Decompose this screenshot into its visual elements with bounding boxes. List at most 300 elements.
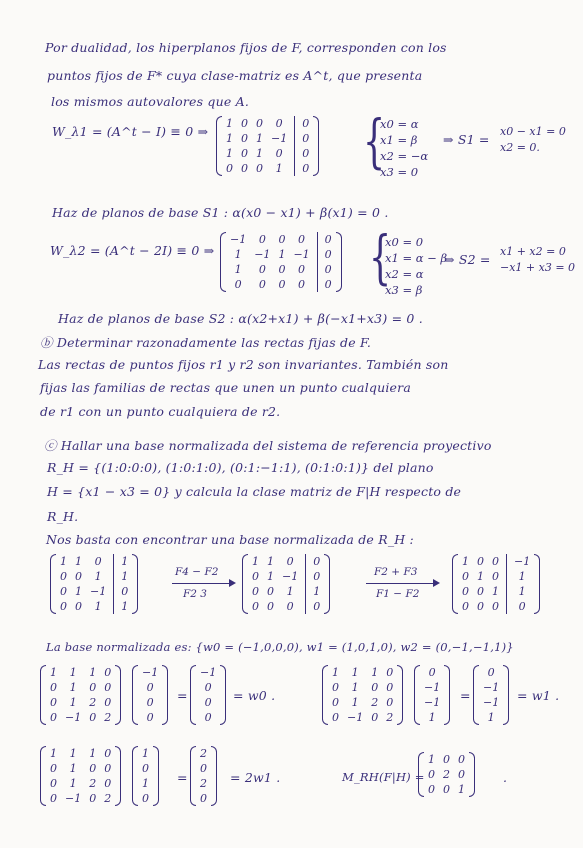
- matrix-row: [510, 599, 534, 614]
- matrix-entry: 0: [121, 585, 129, 598]
- matrix-entry: −1: [271, 132, 288, 145]
- reduction-matrix-2-right: [309, 554, 324, 614]
- matrix-entry: 2: [386, 711, 394, 724]
- matrix-entry: 0: [252, 585, 259, 598]
- product-3-vector-grid: [138, 746, 153, 806]
- matrix-row: [458, 584, 503, 599]
- matrix-entry: 0: [258, 278, 266, 291]
- matrix-entry: 0: [89, 711, 97, 724]
- product-3-matrix: [40, 746, 121, 806]
- matrix-row: [510, 584, 534, 599]
- matrix-row: [56, 584, 110, 599]
- text-line: de r1 con un punto cualquiera de r2.: [40, 404, 281, 419]
- matrix-entry: −1: [282, 570, 299, 583]
- matrix-row: [196, 710, 220, 725]
- matrix-entry: 0: [104, 696, 112, 709]
- matrix-entry: 1: [428, 753, 435, 766]
- matrix-entry: 0: [458, 753, 465, 766]
- matrix-row: [420, 680, 444, 695]
- matrix-entry: 0: [50, 711, 57, 724]
- matrix-entry: 1: [226, 132, 233, 145]
- matrix-entry: 0: [313, 555, 321, 568]
- matrix-row: [458, 599, 503, 614]
- matrix-row: [328, 665, 397, 680]
- matrix-entry: 0: [241, 147, 248, 160]
- matrix-row: [196, 695, 220, 710]
- matrix-row: [196, 680, 220, 695]
- matrix-entry: 0: [89, 762, 97, 775]
- haz-line-1: Haz de planos de base S1 : α(x0 − x1) + β(x1) = 0 .: [52, 205, 389, 220]
- matrix-entry: −1: [424, 696, 441, 709]
- matrix-entry: 0: [324, 233, 332, 246]
- matrix-entry: 2: [89, 696, 97, 709]
- matrix-entry: 1: [69, 762, 77, 775]
- matrix-row: [479, 665, 503, 680]
- equals-sign: =: [177, 688, 188, 703]
- system-1: x0 = α x1 = β x2 = −α x3 = 0: [380, 117, 429, 179]
- matrix-row: [117, 554, 132, 569]
- matrix-entry: 0: [275, 147, 283, 160]
- reduction-matrix-3-left: [458, 554, 503, 614]
- reduction-matrix-3-right: [510, 554, 534, 614]
- matrix-entry: 0: [60, 570, 67, 583]
- matrix-entry: 0: [252, 570, 259, 583]
- haz-line-2: Haz de planos de base S2 : α(x2+x1) + β(−x1+x3) = 0 .: [58, 311, 423, 326]
- matrix-row: [196, 776, 211, 791]
- matrix-row: [424, 767, 469, 782]
- matrix-row: [222, 116, 291, 131]
- matrix-entry: 1: [518, 570, 526, 583]
- matrix-entry: 0: [332, 711, 339, 724]
- matrix-entry: 0: [94, 555, 102, 568]
- matrix-entry: 1: [50, 747, 57, 760]
- text-line: fijas las familias de rectas que unen un punto cualquiera: [40, 380, 411, 395]
- matrix-entry: 1: [313, 585, 321, 598]
- matrix-entry: 1: [69, 777, 77, 790]
- matrix-row: [479, 695, 503, 710]
- matrix-entry: 0: [50, 792, 57, 805]
- matrix-entry: 0: [313, 570, 321, 583]
- matrix-entry: 1: [69, 681, 77, 694]
- matrix-row: [420, 665, 444, 680]
- matrix-entry: −1: [483, 681, 500, 694]
- matrix-entry: −1: [65, 711, 82, 724]
- matrix-entry: 1: [69, 666, 77, 679]
- matrix-entry: 1: [462, 555, 469, 568]
- matrix-entry: −1: [424, 681, 441, 694]
- matrix-entry: 0: [298, 233, 306, 246]
- row-op-label: F2 + F3: [374, 566, 418, 578]
- matrix-entry: 0: [428, 768, 435, 781]
- matrix-entry: 0: [146, 681, 154, 694]
- brace: {: [363, 107, 386, 175]
- matrix-row: [226, 247, 314, 262]
- matrix-entry: 0: [302, 117, 310, 130]
- matrix-entry: 1: [60, 555, 67, 568]
- matrix-entry: 1: [351, 696, 359, 709]
- matrix-entry: 0: [302, 162, 310, 175]
- product-2-matrix: [322, 665, 403, 725]
- matrix-entry: 0: [104, 681, 112, 694]
- matrix-entry: 0: [256, 117, 263, 130]
- matrix-entry: 2: [200, 777, 207, 790]
- product-3-result: [190, 746, 217, 806]
- result-label: = w0 .: [233, 688, 276, 703]
- product-2-matrix-grid: [328, 665, 397, 725]
- matrix-entry: −1: [254, 248, 271, 261]
- matrix-entry: 0: [518, 600, 526, 613]
- matrix-entry: 0: [492, 570, 499, 583]
- matrix-entry: −1: [514, 555, 531, 568]
- matrix-entry: 0: [258, 233, 266, 246]
- matrix-entry: 0: [204, 696, 212, 709]
- matrix-entry: 1: [142, 777, 149, 790]
- matrix-entry: 0: [146, 696, 154, 709]
- matrix-entry: 0: [428, 666, 436, 679]
- matrix-entry: 1: [256, 147, 263, 160]
- product-3-matrix-grid: [46, 746, 115, 806]
- matrix-entry: 0: [267, 585, 274, 598]
- matrix-entry: 0: [313, 600, 321, 613]
- matrix-entry: 0: [492, 555, 499, 568]
- matrix-entry: 1: [267, 570, 274, 583]
- matrix-entry: 0: [89, 792, 97, 805]
- matrix-entry: 0: [428, 783, 435, 796]
- text-line: Por dualidad, los hiperplanos fijos de F, corresponden con los: [45, 40, 447, 55]
- brace: {: [369, 223, 392, 291]
- matrix-row: [46, 761, 115, 776]
- matrix-row: [138, 710, 162, 725]
- matrix-entry: 0: [241, 132, 248, 145]
- reduction-matrix-2-left: [248, 554, 302, 614]
- matrix-entry: 0: [278, 263, 286, 276]
- reduction-matrix-1-right: [117, 554, 132, 614]
- matrix-row: [46, 776, 115, 791]
- matrix-entry: 0: [89, 681, 97, 694]
- matrix-entry: 0: [200, 792, 207, 805]
- matrix-entry: 1: [75, 555, 82, 568]
- matrix-row: [138, 695, 162, 710]
- matrix-w2: [220, 232, 342, 292]
- reduction-matrix-1: [50, 554, 138, 614]
- matrix-row: [226, 232, 314, 247]
- class-matrix: [418, 752, 475, 797]
- matrix-entry: 0: [371, 681, 379, 694]
- part-b-title: ⓑ Determinar razonadamente las rectas fijas de F.: [40, 335, 372, 350]
- matrix-row: [298, 116, 313, 131]
- matrix-row: [56, 569, 110, 584]
- matrix-entry: 1: [458, 783, 465, 796]
- matrix-entry: 0: [286, 600, 294, 613]
- matrix-row: [117, 584, 132, 599]
- matrix-row: [328, 680, 397, 695]
- row-op-label: F1 − F2: [376, 588, 420, 600]
- text-line: H = {x1 − x3 = 0} y calcula la clase matriz de F|H respecto de: [47, 484, 462, 499]
- matrix-entry: 1: [278, 248, 286, 261]
- matrix-entry: 1: [142, 747, 149, 760]
- matrix-entry: 2: [371, 696, 379, 709]
- matrix-w1-left: [222, 116, 291, 176]
- matrix-entry: 0: [443, 753, 450, 766]
- matrix-entry: 0: [204, 711, 212, 724]
- matrix-row: [420, 710, 444, 725]
- matrix-row: [248, 599, 302, 614]
- matrix-row: [46, 746, 115, 761]
- matrix-row: [138, 791, 153, 806]
- matrix-entry: 0: [386, 666, 394, 679]
- matrix-row: [196, 665, 220, 680]
- matrix-row: [479, 680, 503, 695]
- matrix-entry: 1: [332, 666, 339, 679]
- part-c-title: ⓒ Hallar una base normalizada del sistema de referencia proyectivo: [44, 438, 492, 453]
- matrix-entry: −1: [142, 666, 159, 679]
- matrix-row: [321, 247, 336, 262]
- matrix-entry: 1: [518, 585, 526, 598]
- matrix-entry: 0: [278, 278, 286, 291]
- product-2-result: [473, 665, 509, 725]
- text-line: Las rectas de puntos fijos r1 y r2 son invariantes. También son: [38, 357, 449, 372]
- product-3-result-grid: [196, 746, 211, 806]
- matrix-entry: 0: [50, 762, 57, 775]
- matrix-entry: 0: [462, 600, 469, 613]
- matrix-row: [248, 584, 302, 599]
- matrix-row: [420, 695, 444, 710]
- matrix-entry: −1: [347, 711, 364, 724]
- product-3-vector: [132, 746, 159, 806]
- matrix-row: [510, 569, 534, 584]
- matrix-entry: 1: [89, 747, 97, 760]
- matrix-entry: 1: [50, 666, 57, 679]
- matrix-entry: 0: [332, 681, 339, 694]
- matrix-entry: 0: [298, 278, 306, 291]
- matrix-row: [196, 791, 211, 806]
- matrix-entry: 1: [89, 666, 97, 679]
- s1-label: ⇒ S1 =: [443, 132, 490, 147]
- matrix-entry: 0: [104, 762, 112, 775]
- matrix-entry: −1: [293, 248, 310, 261]
- matrix-entry: 0: [371, 711, 379, 724]
- matrix-entry: −1: [230, 233, 247, 246]
- matrix-entry: 0: [104, 747, 112, 760]
- matrix-row: [226, 277, 314, 292]
- matrix-entry: 0: [104, 777, 112, 790]
- matrix-entry: 1: [275, 162, 283, 175]
- matrix-row: [46, 710, 115, 725]
- product-2-result-grid: [479, 665, 503, 725]
- matrix-row: [222, 146, 291, 161]
- product-2-vector-grid: [420, 665, 444, 725]
- matrix-entry: 2: [104, 711, 112, 724]
- matrix-row: [117, 599, 132, 614]
- matrix-row: [321, 232, 336, 247]
- reduction-matrix-2: [242, 554, 330, 614]
- matrix-entry: 0: [477, 585, 484, 598]
- matrix-row: [46, 665, 115, 680]
- matrix-entry: 0: [75, 570, 82, 583]
- matrix-entry: 1: [226, 147, 233, 160]
- matrix-row: [56, 599, 110, 614]
- matrix-entry: 1: [69, 696, 77, 709]
- matrix-entry: 0: [386, 696, 394, 709]
- matrix-entry: 1: [75, 585, 82, 598]
- w2-equation: W_λ2 = (A^t − 2I) ≡ 0 ⇒: [50, 243, 215, 258]
- matrix-entry: 1: [492, 585, 499, 598]
- period: .: [503, 770, 508, 785]
- matrix-entry: 0: [50, 696, 57, 709]
- matrix-entry: −1: [483, 696, 500, 709]
- matrix-entry: 0: [324, 263, 332, 276]
- matrix-row: [479, 710, 503, 725]
- matrix-entry: 0: [60, 585, 67, 598]
- matrix-entry: 0: [204, 681, 212, 694]
- matrix-row: [424, 782, 469, 797]
- matrix-entry: 1: [267, 555, 274, 568]
- row-op-label: F2 3: [183, 588, 207, 600]
- matrix-entry: −1: [200, 666, 217, 679]
- matrix-entry: 0: [462, 570, 469, 583]
- w1-equation: W_λ1 = (A^t − I) ≡ 0 ⇒: [52, 124, 209, 139]
- equals-sign: =: [460, 688, 471, 703]
- matrix-entry: 1: [121, 600, 129, 613]
- matrix-entry: 1: [234, 248, 242, 261]
- text-line: R_H = {(1:0:0:0), (1:0:1:0), (0:1:−1:1), (0:1:0:1)} del plano: [47, 460, 434, 475]
- matrix-entry: 0: [487, 666, 495, 679]
- equals-sign: =: [177, 770, 188, 785]
- matrix-entry: 0: [492, 600, 499, 613]
- product-2-vector: [414, 665, 450, 725]
- result-label: = 2w1 .: [230, 770, 281, 785]
- matrix-entry: −1: [65, 792, 82, 805]
- matrix-row: [46, 695, 115, 710]
- matrix-entry: 2: [200, 747, 207, 760]
- matrix-entry: 0: [256, 162, 263, 175]
- normalized-basis: La base normalizada es: {w0 = (−1,0,0,0), w1 = (1,0,1,0), w2 = (0,−1,−1,1)}: [46, 640, 514, 654]
- matrix-entry: 0: [443, 783, 450, 796]
- matrix-entry: 0: [50, 681, 57, 694]
- matrix-entry: 0: [252, 600, 259, 613]
- matrix-entry: 0: [234, 278, 242, 291]
- matrix-row: [321, 277, 336, 292]
- matrix-entry: 1: [256, 132, 263, 145]
- matrix-row: [309, 569, 324, 584]
- matrix-entry: 0: [50, 777, 57, 790]
- matrix-entry: 0: [146, 711, 154, 724]
- matrix-entry: 0: [298, 263, 306, 276]
- product-1-matrix-grid: [46, 665, 115, 725]
- matrix-row: [117, 569, 132, 584]
- matrix-entry: 1: [286, 585, 294, 598]
- s2-label: ⇒ S2 =: [444, 252, 491, 267]
- matrix-w2-left: [226, 232, 314, 292]
- matrix-row: [298, 146, 313, 161]
- matrix-entry: 0: [278, 233, 286, 246]
- s2-system: x1 + x2 = 0 −x1 + x3 = 0: [500, 245, 576, 274]
- matrix-entry: 1: [69, 747, 77, 760]
- matrix-entry: 1: [121, 570, 129, 583]
- matrix-row: [138, 746, 153, 761]
- product-1-vector-grid: [138, 665, 162, 725]
- product-1-vector: [132, 665, 168, 725]
- matrix-row: [248, 554, 302, 569]
- system-2: x0 = 0 x1 = α − β x2 = α x3 = β: [385, 235, 448, 297]
- matrix-entry: 0: [75, 600, 82, 613]
- text-line: R_H.: [47, 509, 79, 524]
- matrix-entry: 1: [94, 600, 102, 613]
- matrix-entry: 1: [371, 666, 379, 679]
- matrix-entry: 0: [332, 696, 339, 709]
- matrix-entry: 1: [351, 666, 359, 679]
- matrix-row: [328, 695, 397, 710]
- matrix-row: [424, 752, 469, 767]
- matrix-entry: 0: [286, 555, 294, 568]
- matrix-entry: 0: [267, 600, 274, 613]
- matrix-entry: 0: [302, 132, 310, 145]
- matrix-row: [222, 161, 291, 176]
- reduction-matrix-3: [452, 554, 540, 614]
- matrix-row: [309, 584, 324, 599]
- matrix-row: [248, 569, 302, 584]
- matrix-entry: 0: [258, 263, 266, 276]
- matrix-entry: 0: [200, 762, 207, 775]
- matrix-row: [298, 131, 313, 146]
- matrix-entry: 1: [94, 570, 102, 583]
- s1-system: x0 − x1 = 0 x2 = 0.: [500, 125, 566, 154]
- matrix-entry: 1: [226, 117, 233, 130]
- matrix-row: [222, 131, 291, 146]
- matrix-row: [196, 761, 211, 776]
- matrix-row: [138, 776, 153, 791]
- matrix-entry: 0: [477, 555, 484, 568]
- matrix-row: [458, 569, 503, 584]
- matrix-entry: 0: [241, 162, 248, 175]
- matrix-entry: 2: [443, 768, 450, 781]
- matrix-entry: −1: [90, 585, 107, 598]
- matrix-entry: 0: [275, 117, 283, 130]
- matrix-row: [321, 262, 336, 277]
- matrix-entry: 0: [458, 768, 465, 781]
- matrix-entry: 0: [324, 248, 332, 261]
- product-1-matrix: [40, 665, 121, 725]
- matrix-entry: 2: [89, 777, 97, 790]
- matrix-entry: 0: [386, 681, 394, 694]
- matrix-row: [138, 761, 153, 776]
- matrix-row: [328, 710, 397, 725]
- text-line: puntos fijos de F* cuya clase-matriz es A^t, que presenta: [47, 68, 423, 83]
- matrix-row: [56, 554, 110, 569]
- matrix-row: [458, 554, 503, 569]
- text-line: Nos basta con encontrar una base normalizada de R_H :: [46, 532, 414, 547]
- text-line: los mismos autovalores que A.: [51, 94, 250, 109]
- matrix-entry: 2: [104, 792, 112, 805]
- matrix-row: [226, 262, 314, 277]
- product-1-result: [190, 665, 226, 725]
- matrix-entry: 0: [477, 600, 484, 613]
- matrix-w1: [216, 116, 319, 176]
- matrix-row: [298, 161, 313, 176]
- matrix-row: [138, 680, 162, 695]
- matrix-row: [46, 791, 115, 806]
- result-label: = w1 .: [517, 688, 560, 703]
- matrix-row: [510, 554, 534, 569]
- matrix-row: [138, 665, 162, 680]
- matrix-entry: 1: [428, 711, 436, 724]
- matrix-entry: 0: [142, 762, 149, 775]
- product-1-result-grid: [196, 665, 220, 725]
- matrix-entry: 1: [252, 555, 259, 568]
- matrix-entry: 1: [121, 555, 129, 568]
- class-matrix-grid: [424, 752, 469, 797]
- matrix-entry: 0: [226, 162, 233, 175]
